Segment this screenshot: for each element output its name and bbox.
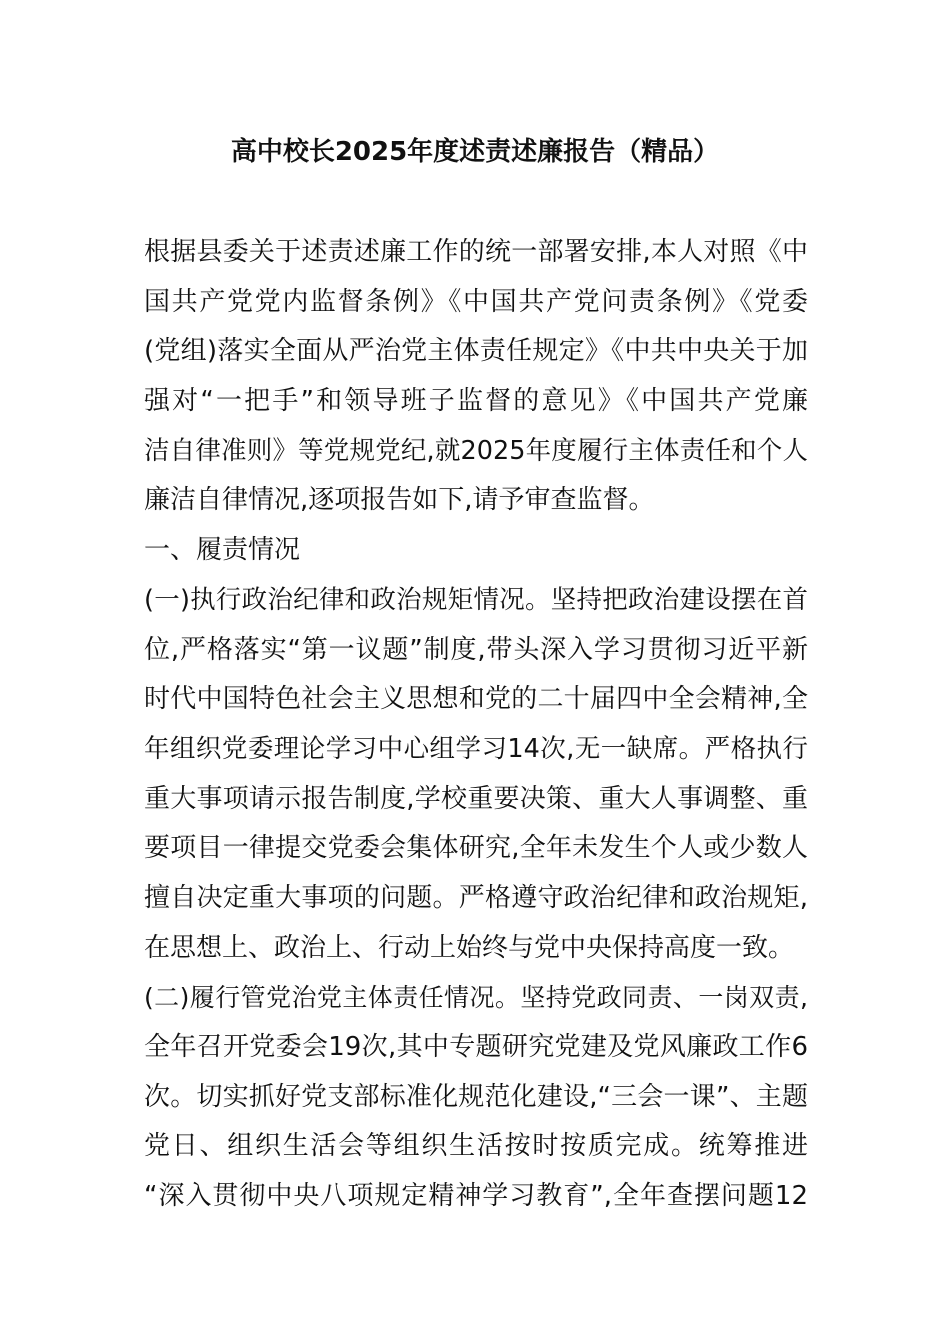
document-body <box>144 228 808 1222</box>
document-title: 高中校长2025年度述责述廉报告（精品） <box>230 137 720 167</box>
paragraph-line: (二)履行管党治党主体责任情况。坚持党政同责、一岗双责, <box>144 983 808 1013</box>
paragraph-line: 洁自律准则》等党规党纪,就2025年度履行主体责任和个人 <box>144 435 808 466</box>
paragraph-line: 国共产党党内监督条例》《中国共产党问责条例》《党委 <box>144 286 808 317</box>
paragraph-line: 擅自决定重大事项的问题。严格遵守政治纪律和政治规矩, <box>144 882 808 913</box>
paragraph-line: 在思想上、政治上、行动上始终与党中央保持高度一致。 <box>144 932 795 963</box>
paragraph-line: 要项目一律提交党委会集体研究,全年未发生个人或少数人 <box>144 833 808 864</box>
section-heading: 一、履责情况 <box>144 535 301 566</box>
paragraph-line: 位,严格落实“第一议题”制度,带头深入学习贯彻习近平新 <box>144 634 808 665</box>
paragraph-line: (一)执行政治纪律和政治规矩情况。坚持把政治建设摆在首 <box>144 584 808 615</box>
paragraph-line: 重大事项请示报告制度,学校重要决策、重大人事调整、重 <box>144 783 808 814</box>
paragraph-line: 廉洁自律情况,逐项报告如下,请予审查监督。 <box>144 485 655 516</box>
paragraph-line: 全年召开党委会19次,其中专题研究党建及党风廉政工作6 <box>144 1032 808 1062</box>
paragraph-line: “深入贯彻中央八项规定精神学习教育”,全年查摆问题12 <box>144 1181 808 1212</box>
paragraph-line: 年组织党委理论学习中心组学习14次,无一缺席。严格执行 <box>144 733 808 764</box>
paragraph-line: 根据县委关于述责述廉工作的统一部署安排,本人对照《中 <box>144 237 808 267</box>
paragraph-line: 时代中国特色社会主义思想和党的二十届四中全会精神,全 <box>144 684 808 715</box>
paragraph-line: (党组)落实全面从严治党主体责任规定》《中共中央关于加 <box>144 336 808 367</box>
paragraph-line: 次。切实抓好党支部标准化规范化建设,“三会一课”、主题 <box>144 1081 808 1112</box>
paragraph-line: 党日、组织生活会等组织生活按时按质完成。统筹推进 <box>144 1131 808 1162</box>
paragraph-line: 强对“一把手”和领导班子监督的意见》《中国共产党廉 <box>144 386 808 417</box>
